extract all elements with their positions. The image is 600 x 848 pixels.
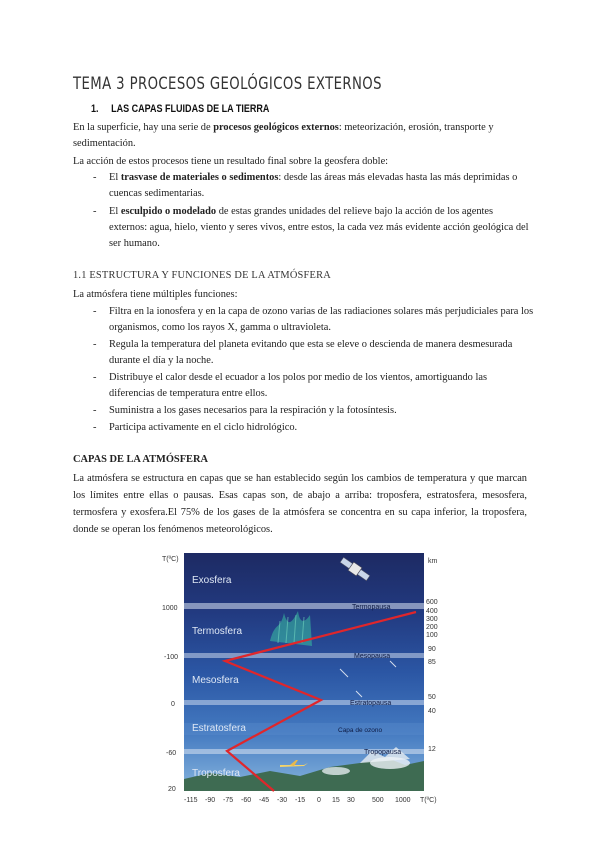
left-axis-title: T(ºC) (162, 556, 179, 563)
right-tick: 300 (426, 616, 438, 623)
function-item-regula: Regula la temperatura del planeta evitando que esta se eleve o descienda de manera desmesurada (109, 339, 513, 350)
bullet-item-trasvase (109, 170, 517, 186)
right-tick: 40 (428, 708, 436, 715)
right-tick: 600 (426, 599, 438, 606)
bullet-dash: - (93, 405, 97, 416)
bold-term: procesos geológicos externos (213, 122, 339, 133)
bottom-tick: -115 (184, 797, 198, 804)
function-item-distribuye-line2: diferencias de temperatura entre ellos. (109, 388, 268, 399)
bullet-dash: - (93, 172, 97, 183)
bullet-dash: - (93, 339, 97, 350)
bottom-tick: -45 (259, 797, 270, 804)
right-tick: 12 (428, 746, 436, 753)
bullet-dash: - (93, 372, 97, 383)
right-axis-title: km (428, 558, 438, 565)
section-heading-1 (91, 103, 269, 115)
bullet-dash: - (93, 206, 97, 217)
ozone-label: Capa de ozono (338, 727, 383, 734)
bottom-tick: -75 (223, 797, 234, 804)
layer-label-termosfera: Termosfera (192, 626, 243, 637)
bullet-dash: - (93, 306, 97, 317)
bottom-tick: -60 (241, 797, 252, 804)
paragraph-capas: La atmósfera se estructura en capas que se han establecido según los cambios de temperatura y que marcan los límites entre ellas o pausas. Esas capas son, de abajo a arriba: troposfera, estratosfera, mesosfera, termosfera y exosfera.El 75% de los gases de la atmósfera se concentra en su capa inferior, la troposfera, donde se operan los fenómenos meteorológicos. (73, 473, 527, 535)
text-run: : desde las áreas más elevadas hasta las más deprimidas o (278, 172, 518, 183)
bottom-tick: -30 (277, 797, 288, 804)
layer-label-troposfera: Troposfera (192, 768, 240, 779)
bottom-tick: 500 (372, 797, 384, 804)
cloud-icon (322, 767, 350, 775)
bold-term: trasvase de materiales o sedimentos (120, 172, 279, 183)
left-tick: -100 (164, 654, 179, 661)
pause-label-termopausa: Termopausa (352, 604, 391, 611)
right-tick: 85 (428, 659, 436, 666)
pause-label-mesopausa: Mesopausa (354, 653, 391, 660)
bullet-item-esculpido (109, 204, 493, 220)
function-item-regula-line2: durante el día y la noche. (109, 355, 214, 366)
function-item-filtra-line2: organismos, como los rayos X, gamma o ultravioleta. (109, 322, 332, 333)
pause-label-estratopausa: Estratopausa (350, 700, 392, 707)
function-item-filtra: Filtra en la ionosfera y en la capa de ozono varias de las radiaciones solares más perjudiciales para los (109, 306, 534, 317)
bottom-axis-title: T(ºC) (420, 797, 437, 804)
layer-label-estratosfera: Estratosfera (192, 723, 246, 734)
right-tick: 90 (428, 646, 436, 653)
atmosphere-diagram (160, 551, 448, 804)
text-run: de estas grandes unidades del relieve bajo la acción de los agentes (216, 206, 494, 217)
paragraph-functions-intro: La atmósfera tiene múltiples funciones: (73, 289, 238, 300)
paragraph-result: La acción de estos procesos tiene un resultado final sobre la geosfera doble: (73, 156, 389, 167)
pause-label-tropopausa: Tropopausa (364, 749, 402, 756)
paragraph-processes-line2: sedimentación. (73, 138, 136, 149)
bullet-item-esculpido-line3: ser humano. (109, 238, 160, 249)
bottom-tick: -90 (205, 797, 216, 804)
bullet-item-esculpido-line2: externos: agua, hielo, viento y seres vivos, entre estos, la cada vez más evidente acción geológica del (109, 222, 529, 233)
text-run: : meteorización, erosión, transporte y (338, 122, 494, 133)
cloud-icon (370, 757, 410, 769)
bottom-tick: 15 (332, 797, 340, 804)
section-heading-1-1: 1.1 ESTRUCTURA Y FUNCIONES DE LA ATMÓSFERA (73, 270, 331, 281)
bottom-tick: 0 (317, 797, 321, 804)
text-run: El (109, 206, 121, 217)
function-item-distribuye: Distribuye el calor desde el ecuador a los polos por medio de los vientos, amortiguando las (109, 372, 488, 383)
bottom-tick: 30 (347, 797, 355, 804)
right-tick: 50 (428, 694, 436, 701)
section-title: LAS CAPAS FLUIDAS DE LA TIERRA (111, 103, 270, 115)
layer-label-mesosfera: Mesosfera (192, 675, 239, 686)
atmosphere-layers-figure (160, 551, 448, 804)
bullet-dash: - (93, 422, 97, 433)
left-tick: 0 (171, 701, 175, 708)
bottom-tick: -15 (295, 797, 306, 804)
left-tick: 20 (168, 786, 176, 793)
left-axis-strip (160, 551, 184, 804)
document-title: TEMA 3 PROCESOS GEOLÓGICOS EXTERNOS (73, 74, 382, 94)
section-number: 1. (91, 103, 99, 115)
bottom-tick: 1000 (395, 797, 411, 804)
function-item-participa: Participa activamente en el ciclo hidrológico. (109, 422, 298, 433)
left-tick: 1000 (162, 605, 178, 612)
text-run: El (109, 172, 121, 183)
section-heading-capas: CAPAS DE LA ATMÓSFERA (73, 454, 208, 465)
bullet-item-trasvase-line2: cuencas sedimentarias. (109, 188, 205, 199)
right-tick: 200 (426, 624, 438, 631)
bold-term: esculpido o modelado (120, 206, 217, 217)
text-run: En la superficie, hay una serie de (73, 122, 214, 133)
left-tick: -60 (166, 750, 177, 757)
layer-label-exosfera: Exosfera (192, 575, 232, 586)
right-tick: 400 (426, 608, 438, 615)
right-axis-strip (424, 551, 448, 804)
function-item-suministra: Suministra a los gases necesarios para la respiración y la fotosíntesis. (109, 405, 397, 416)
right-tick: 100 (426, 632, 438, 639)
paragraph-processes (73, 120, 494, 136)
